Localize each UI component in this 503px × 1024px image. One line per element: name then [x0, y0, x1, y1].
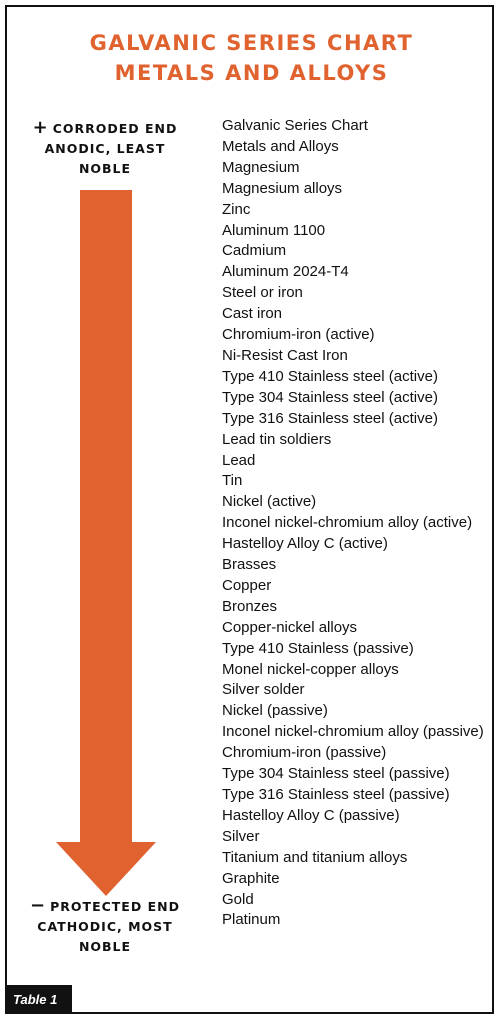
list-item: Zinc — [222, 200, 251, 218]
list-item: Titanium and titanium alloys — [222, 848, 408, 866]
list-item: Aluminum 2024-T4 — [222, 263, 349, 281]
list-item: Graphite — [222, 869, 280, 887]
list-item: Silver solder — [222, 681, 305, 699]
list-item: Aluminum 1100 — [222, 221, 326, 239]
anodic-text: ANODIC, LEAST — [44, 141, 166, 156]
page-title — [0, 28, 503, 88]
list-item: Chromium-iron (active) — [222, 326, 375, 344]
corroded-end-line-1 — [10, 118, 200, 139]
list-item: Cast iron — [222, 305, 283, 323]
list-item: Ni-Resist Cast Iron — [222, 346, 348, 364]
list-item: Magnesium alloys — [222, 179, 343, 197]
list-item: Type 316 Stainless steel (active) — [222, 409, 438, 427]
list-item: Hastelloy Alloy C (passive) — [222, 806, 400, 824]
list-item: Brasses — [222, 556, 277, 574]
least-noble-text: NOBLE — [78, 161, 132, 176]
most-noble-text: NOBLE — [78, 939, 132, 954]
corroded-end-label — [10, 118, 200, 179]
list-item: Magnesium — [222, 158, 300, 176]
list-item: Steel or iron — [222, 284, 303, 302]
list-item: Nickel (passive) — [222, 702, 328, 720]
protected-end-line-1 — [10, 896, 200, 917]
list-item: Type 316 Stainless steel (passive) — [222, 786, 450, 803]
cathodic-text: CATHODIC, MOST — [37, 919, 173, 934]
list-item: Metals and Alloys — [222, 137, 339, 155]
metal-list — [222, 116, 484, 931]
list-item: Bronzes — [222, 597, 278, 615]
list-item: Copper — [222, 576, 272, 594]
protected-end-label — [10, 896, 200, 957]
plus-icon: + — [32, 117, 49, 138]
title-line-1: GALVANIC SERIES CHART — [89, 31, 414, 55]
list-item: Tin — [222, 472, 243, 490]
list-item: Gold — [222, 890, 254, 908]
table-tag: Table 1 — [5, 985, 72, 1014]
list-item: Lead — [222, 451, 256, 469]
list-item: Silver — [222, 827, 260, 845]
protected-end-text: PROTECTED END — [50, 899, 180, 914]
minus-icon: − — [30, 895, 47, 916]
list-item: Type 304 Stainless steel (passive) — [222, 765, 450, 783]
list-item: Type 410 Stainless (passive) — [222, 639, 414, 657]
list-item: Monel nickel-copper alloys — [222, 660, 399, 678]
down-arrow-icon — [56, 190, 156, 896]
corroded-end-text: CORRODED END — [52, 121, 178, 136]
list-item: Type 410 Stainless steel (active) — [222, 367, 438, 385]
list-item: Type 304 Stainless steel (active) — [222, 388, 438, 406]
list-item: Galvanic Series Chart — [222, 117, 368, 134]
list-item: Inconel nickel-chromium alloy (passive) — [222, 723, 484, 741]
list-item: Cadmium — [222, 242, 287, 260]
list-item: Lead tin soldiers — [222, 430, 332, 448]
title-line-2: METALS AND ALLOYS — [114, 61, 389, 85]
list-item: Nickel (active) — [222, 493, 317, 511]
list-item: Chromium-iron (passive) — [222, 744, 387, 762]
list-item: Platinum — [222, 911, 281, 929]
list-item: Copper-nickel alloys — [222, 618, 358, 636]
list-item: Inconel nickel-chromium alloy (active) — [222, 514, 473, 532]
list-item: Hastelloy Alloy C (active) — [222, 535, 388, 553]
